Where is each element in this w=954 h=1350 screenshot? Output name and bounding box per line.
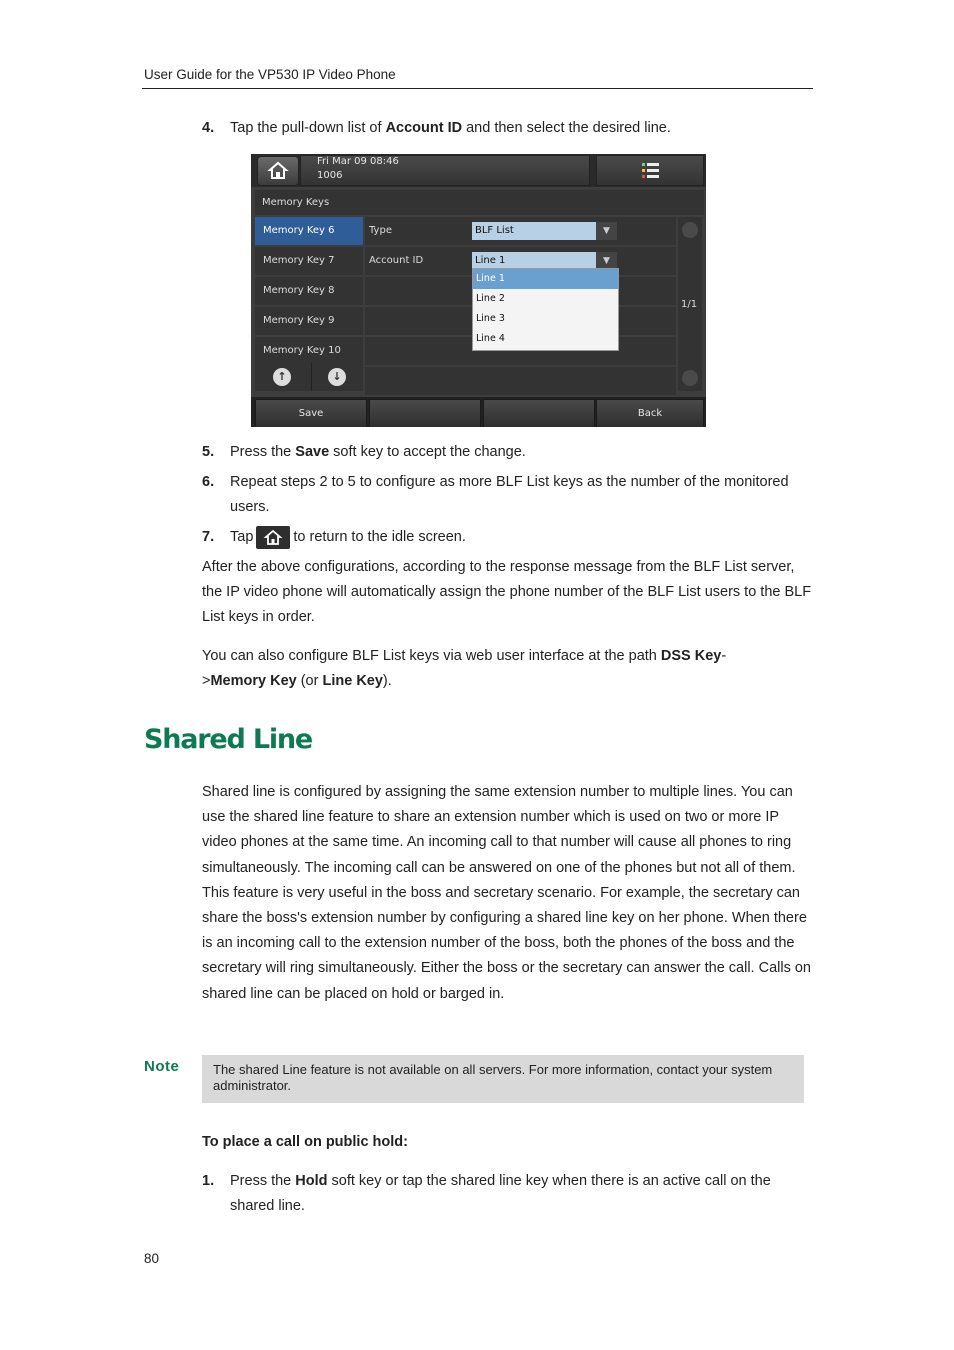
memory-key-item[interactable]: Memory Key 6 [255, 217, 363, 245]
type-select[interactable]: BLF List [472, 222, 596, 240]
paragraph: After the above configurations, according to the response message from the BLF List server, the IP video phone will automatically assign the phone number of the BLF List users to the BLF List keys in order. [202, 559, 812, 626]
step-number: 1. [202, 1173, 215, 1189]
step-5 [202, 440, 814, 465]
arrow-up-icon[interactable]: ↑ [273, 368, 291, 386]
step-text: soft key to accept the change. [329, 444, 526, 460]
phone-screenshot [251, 154, 706, 427]
header-rule [142, 88, 813, 89]
step-keyword: Hold [295, 1173, 328, 1189]
divider [311, 363, 312, 391]
step-keyword: Account ID [385, 120, 463, 136]
step-text: soft key or tap the shared line key when there is an active call on the shared line. [230, 1173, 771, 1214]
step-text: Tap [230, 529, 254, 545]
step-number: 4. [202, 120, 215, 136]
menu-list-icon [597, 156, 703, 185]
text: ). [382, 673, 392, 690]
menu-button[interactable] [596, 155, 704, 186]
panel-title: Memory Keys [255, 190, 704, 215]
type-label: Type [369, 225, 392, 236]
phone-top-bar [251, 154, 706, 187]
page-indicator: 1/1 [681, 299, 698, 310]
path-keyword: Memory Key [210, 673, 297, 690]
status-extension: 1006 [317, 170, 343, 181]
step-keyword: Save [295, 444, 330, 460]
home-icon [258, 157, 298, 185]
account-label: Account ID [369, 255, 424, 266]
step-number: 7. [202, 529, 215, 545]
step-text: Press the [230, 444, 296, 460]
note-label: Note [144, 1058, 180, 1075]
paragraph [202, 644, 762, 694]
type-row [365, 217, 676, 245]
account-dropdown [472, 268, 619, 351]
text: -> [202, 648, 727, 690]
empty-row [365, 367, 676, 395]
memory-key-list [255, 217, 363, 367]
procedure-heading: To place a call on public hold: [202, 1134, 408, 1150]
path-keyword: DSS Key [660, 648, 722, 664]
page-number: 80 [144, 1251, 160, 1266]
text: (or [296, 673, 323, 690]
save-softkey[interactable]: Save [255, 399, 367, 427]
section-title: Shared Line [144, 724, 313, 755]
note-box [202, 1055, 804, 1103]
text: You can also configure BLF List keys via web user interface at the path [202, 648, 661, 664]
back-softkey[interactable]: Back [596, 399, 704, 427]
memory-key-item[interactable]: Memory Key 8 [255, 277, 363, 305]
dropdown-option[interactable]: Line 2 [476, 293, 505, 304]
empty-softkey[interactable] [483, 399, 595, 427]
home-icon [256, 526, 290, 549]
dropdown-arrow-icon[interactable]: ▼ [596, 252, 617, 270]
step-text: Repeat steps 2 to 5 to configure as more BLF List keys as the number of the monitored users. [230, 474, 789, 515]
memory-key-item[interactable]: Memory Key 10 [255, 337, 363, 365]
page-down-icon[interactable] [682, 370, 698, 386]
step-text: Press the [230, 1173, 296, 1189]
pager [678, 217, 702, 391]
dropdown-option[interactable]: Line 3 [476, 313, 505, 324]
scroll-arrows [255, 363, 363, 391]
arrow-down-icon[interactable]: ↓ [328, 368, 346, 386]
running-header: User Guide for the VP530 IP Video Phone [144, 67, 396, 82]
step-text: and then select the desired line. [462, 120, 671, 136]
home-button[interactable] [257, 156, 299, 186]
account-select[interactable]: Line 1 [472, 252, 596, 270]
empty-softkey[interactable] [369, 399, 481, 427]
step-text: to return to the idle screen. [293, 529, 466, 545]
dropdown-option[interactable]: Line 4 [476, 333, 505, 344]
memory-key-item[interactable]: Memory Key 9 [255, 307, 363, 335]
softkey-bar [251, 397, 706, 427]
section-body: Shared line is configured by assigning the same extension number to multiple lines. You can use the shared line feature to share an extension number which is used on two or more IP video phones at the same time. An incoming call to that number will cause all phones to ring simultaneously. The incoming call can be answered on one of the phones but not all of them. This feature is very useful in the boss and secretary scenario. For example, the secretary can share the boss's extension number by configuring a shared line key on her phone. When there is an incoming call to the extension number of the boss, both the phones of the boss and the secretary will ring simultaneously. Either the boss or the secretary can answer the call. Calls on shared line can be placed on hold or barged in. [202, 784, 811, 1002]
step-1 [202, 1169, 814, 1219]
memory-key-item[interactable]: Memory Key 7 [255, 247, 363, 275]
path-keyword: Line Key [322, 673, 383, 690]
status-date: Fri Mar 09 08:46 [317, 156, 399, 167]
step-7 [202, 525, 814, 550]
page-up-icon[interactable] [682, 222, 698, 238]
step-number: 5. [202, 444, 215, 460]
dropdown-arrow-icon[interactable]: ▼ [596, 222, 617, 240]
step-6 [202, 470, 814, 520]
step-text: Tap the pull-down list of [230, 120, 386, 136]
step-4 [202, 116, 814, 141]
dropdown-option[interactable]: Line 1 [473, 269, 618, 289]
step-number: 6. [202, 474, 215, 490]
note-text: The shared Line feature is not available on all servers. For more information, contact your system administrator. [213, 1062, 773, 1093]
